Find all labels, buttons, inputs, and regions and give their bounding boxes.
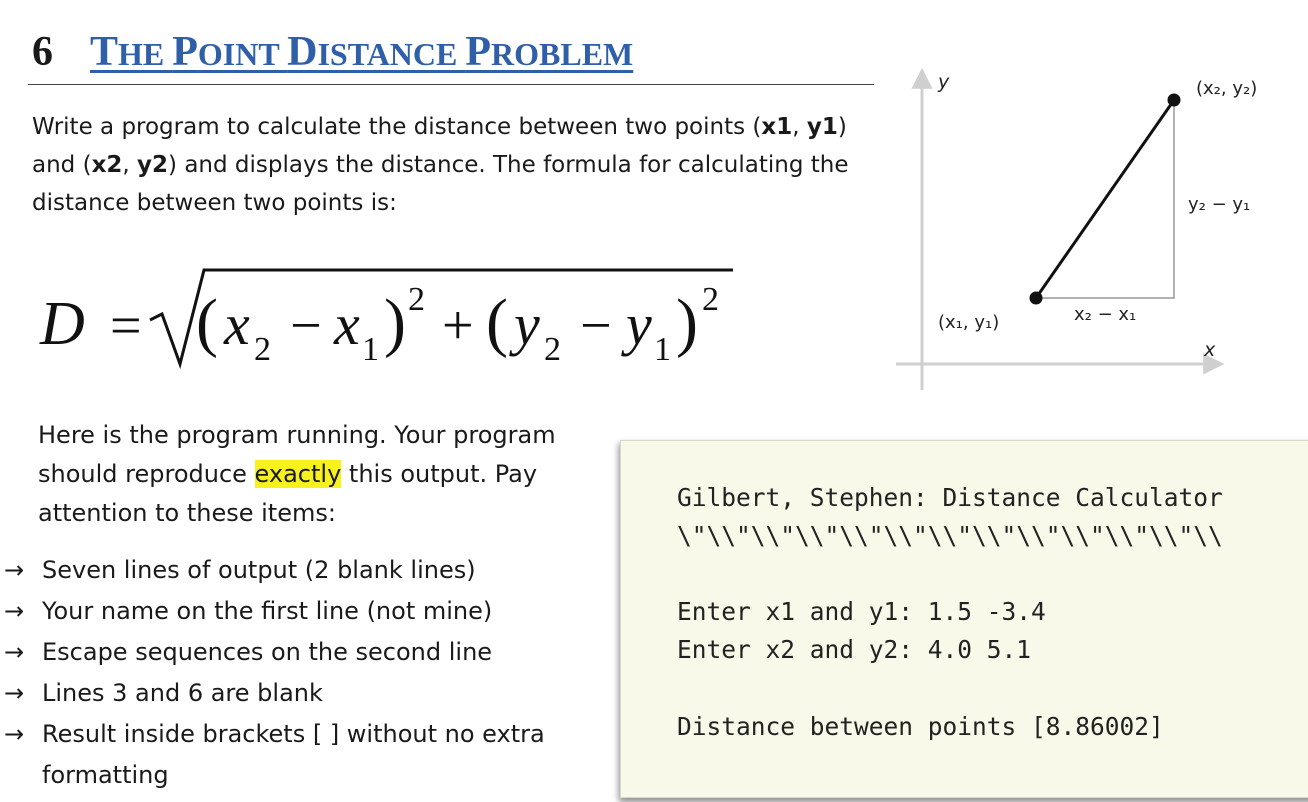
point-2-label: (x₂, y₂) bbox=[1196, 78, 1258, 99]
console-line-2: \"\\"\\"\\"\\"\\"\\"\\"\\"\\"\\"\\"\\ bbox=[677, 521, 1223, 550]
arrow-icon: → bbox=[4, 556, 25, 584]
svg-text:2: 2 bbox=[408, 281, 425, 318]
list-item: → Seven lines of output (2 blank lines) bbox=[0, 550, 600, 591]
section-number: 6 bbox=[32, 29, 53, 75]
list-item: → Lines 3 and 6 are blank bbox=[0, 673, 600, 714]
svg-text:2: 2 bbox=[544, 331, 561, 368]
list-item: → Result inside brackets [ ] without no extra formatting bbox=[0, 714, 600, 796]
svg-text:(: ( bbox=[486, 286, 508, 359]
list-item: → Escape sequences on the second line bbox=[0, 632, 600, 673]
svg-text:x: x bbox=[334, 292, 360, 357]
heading-rule bbox=[28, 84, 874, 85]
console-line-7: Distance between points [8.86002] bbox=[677, 712, 1164, 741]
svg-text:y: y bbox=[626, 292, 652, 357]
svg-text:): ) bbox=[384, 286, 406, 359]
distance-formula bbox=[38, 262, 758, 372]
console-line-5: Enter x2 and y2: 4.0 5.1 bbox=[677, 635, 1032, 664]
x-axis-label: x bbox=[1204, 339, 1216, 361]
console-output bbox=[620, 440, 1308, 798]
arrow-icon: → bbox=[4, 720, 25, 748]
console-line-4: Enter x1 and y1: 1.5 -3.4 bbox=[677, 597, 1046, 626]
svg-text:y: y bbox=[514, 292, 540, 357]
list-item: → Your name on the first line (not mine) bbox=[0, 591, 600, 632]
svg-text:1: 1 bbox=[362, 331, 379, 368]
intro-paragraph: Write a program to calculate the distance between two points (x1, y1) and (x2, y2) and displays the distance. The formula for calculating the distance between two points is: bbox=[32, 114, 849, 216]
formula-lhs: D bbox=[40, 290, 85, 358]
y-axis-label: y bbox=[938, 71, 950, 93]
requirements-list bbox=[0, 550, 600, 796]
svg-text:2: 2 bbox=[254, 331, 271, 368]
highlighted-word: exactly bbox=[254, 460, 342, 488]
svg-text:x: x bbox=[224, 292, 250, 357]
svg-text:−: − bbox=[290, 295, 322, 357]
dy-label: y₂ − y₁ bbox=[1188, 194, 1251, 215]
point-2 bbox=[1168, 94, 1181, 107]
console-line-1: Gilbert, Stephen: Distance Calculator bbox=[677, 483, 1223, 512]
distance-line bbox=[1036, 100, 1174, 298]
section-heading bbox=[32, 26, 633, 80]
svg-text:−: − bbox=[580, 295, 612, 357]
svg-text:): ) bbox=[676, 286, 698, 359]
arrow-icon: → bbox=[4, 679, 25, 707]
section-title: THE POINT DISTANCE PROBLEM bbox=[90, 29, 634, 75]
point-1 bbox=[1030, 292, 1043, 305]
svg-text:+: + bbox=[442, 295, 474, 357]
svg-text:2: 2 bbox=[702, 281, 719, 318]
arrow-icon: → bbox=[4, 597, 25, 625]
dx-label: x₂ − x₁ bbox=[1074, 304, 1137, 325]
arrow-icon: → bbox=[4, 638, 25, 666]
point-1-label: (x₁, y₁) bbox=[938, 312, 1000, 333]
point-distance-diagram bbox=[890, 60, 1308, 400]
svg-text:1: 1 bbox=[654, 331, 671, 368]
instructions-paragraph: Here is the program running. Your program should reproduce exactly this output. Pay attention to these items: bbox=[38, 421, 556, 527]
formula-equals: = bbox=[110, 295, 142, 357]
svg-text:(: ( bbox=[196, 286, 218, 359]
